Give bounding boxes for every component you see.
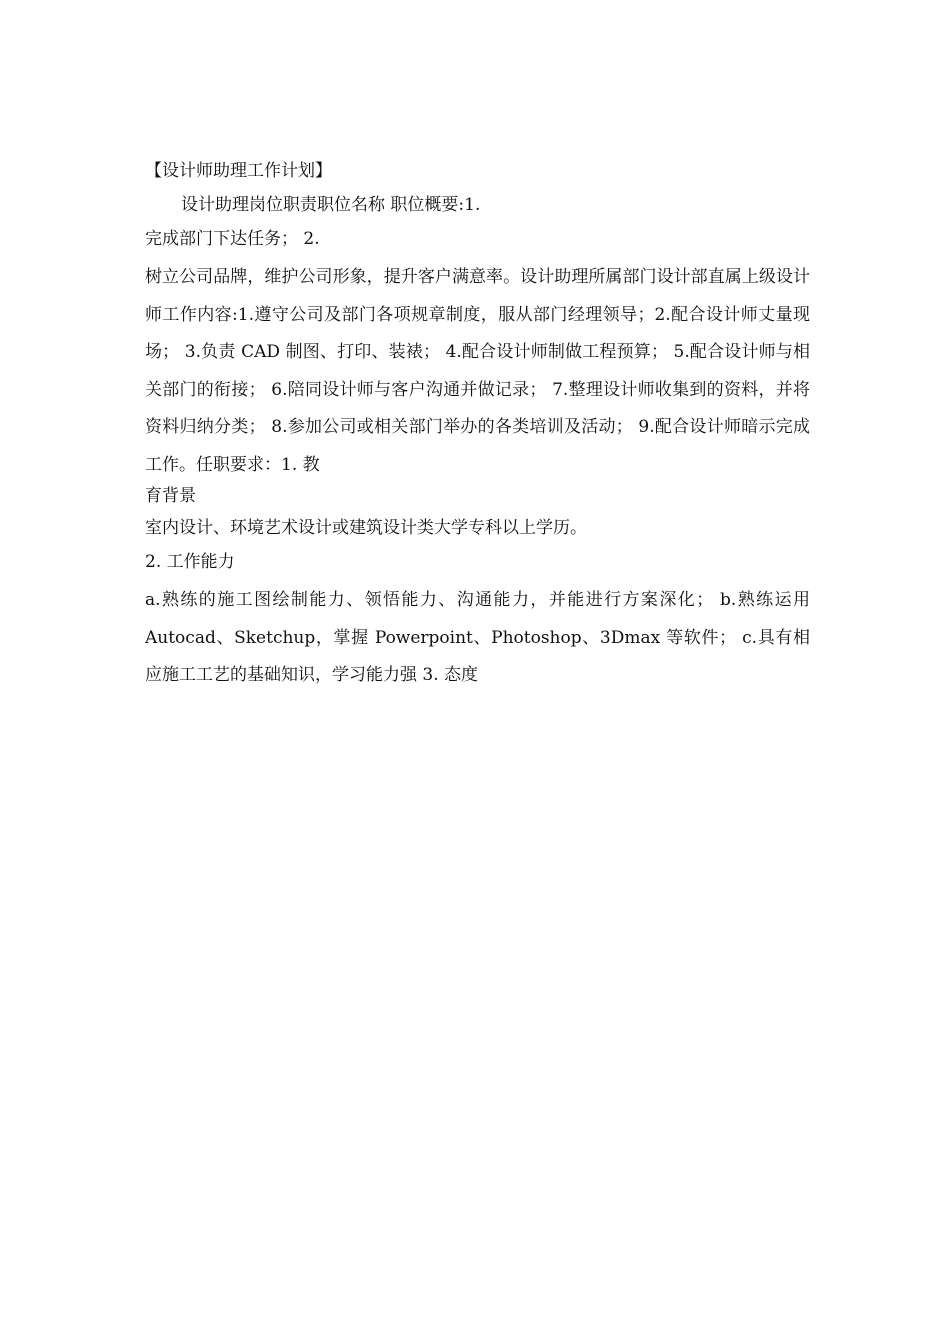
- degree-line: 室内设计、环境艺术设计或建筑设计类大学专科以上学历。: [145, 518, 587, 538]
- document-body: [145, 157, 810, 695]
- ability-paragraph: a.熟练的施工图绘制能力、领悟能力、沟通能力，并能进行方案深化； b.熟练运用 Autocad、Sketchup，掌握 Powerpoint、Photoshop、3Dmax 等软件； c.具有相应施工工艺的基础知识，学习能力强 3. 态度: [145, 590, 810, 685]
- document-title: 【设计师助理工作计划】: [145, 161, 332, 181]
- task-line: 完成部门下达任务； 2.: [145, 229, 320, 249]
- intro-line: 设计助理岗位职责职位名称 职位概要:1.: [181, 195, 481, 215]
- ability-heading: 2. 工作能力: [145, 552, 235, 572]
- education-line: 育背景: [145, 486, 196, 506]
- duties-paragraph: 树立公司品牌，维护公司形象，提升客户满意率。设计助理所属部门设计部直属上级设计师工作内容:1.遵守公司及部门各项规章制度，服从部门经理领导；2.配合设计师丈量现场； 3.负责 CAD 制图、打印、装裱； 4.配合设计师制做工程预算； 5.配合设计师与相关部门的衔接； 6.陪同设计师与客户沟通并做记录； 7.整理设计师收集到的资料，并将资料归纳分类； 8.参加公司或相关部门举办的各类培训及活动； 9.配合设计师暗示完成工作。任职要求：1. 教: [145, 267, 810, 475]
